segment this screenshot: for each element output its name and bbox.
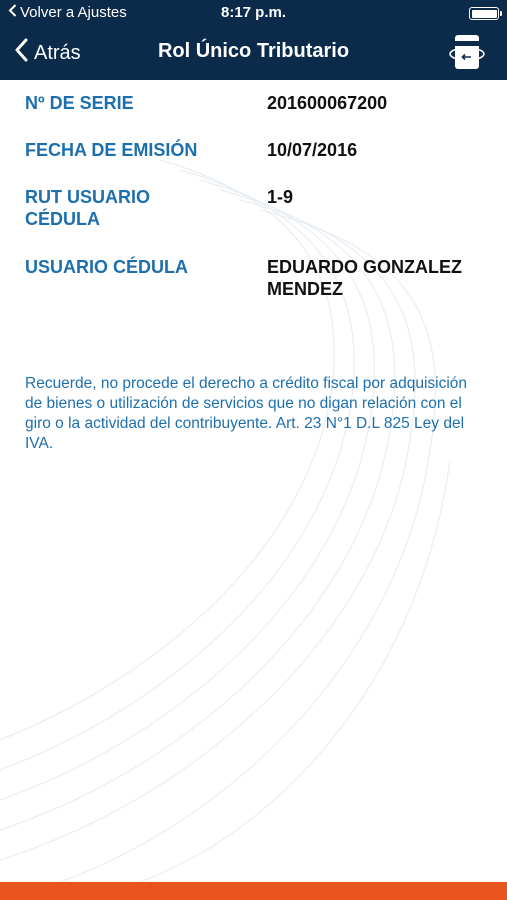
tax-credit-notice: Recuerde, no procede el derecho a crédito fiscal por adquisición de bienes o utilización de servicios que no digan relación con el giro o la actividad del contribuyente. Art. 23 N°1 D.L 825 Ley del IVA. xyxy=(25,375,468,452)
back-label: Atrás xyxy=(34,41,81,64)
status-bar xyxy=(0,0,507,28)
field-value: EDUARDO GONZALEZ MENDEZ xyxy=(267,257,462,299)
field-value: 1-9 xyxy=(267,187,294,207)
field-label: RUT USUARIO CÉDULA xyxy=(25,187,150,229)
app-header xyxy=(0,0,507,80)
swap-card-button[interactable] xyxy=(449,32,485,72)
page-title: Rol Único Tributario xyxy=(157,40,350,62)
field-label: Nº DE SERIE xyxy=(25,93,134,113)
status-time: 8:17 p.m. xyxy=(220,4,287,21)
field-value: 10/07/2016 xyxy=(267,140,358,160)
battery-icon xyxy=(469,7,499,20)
swap-card-icon xyxy=(449,59,485,76)
field-value: 201600067200 xyxy=(267,93,388,113)
field-label: FECHA DE EMISIÓN xyxy=(25,140,198,160)
status-back-label: Volver a Ajustes xyxy=(20,4,127,21)
footer-accent-bar xyxy=(0,882,507,900)
field-label: USUARIO CÉDULA xyxy=(25,257,189,277)
